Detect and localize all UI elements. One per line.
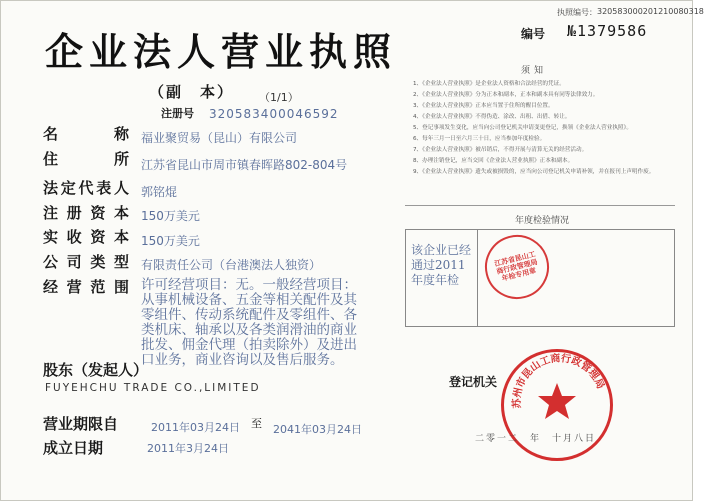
field-label-char: 类	[90, 253, 106, 271]
notice-item: 3、《企业法人营业执照》正本应当置于住所的醒目位置。	[413, 103, 554, 109]
field-label-char: 营	[66, 278, 82, 296]
field-label-char: 本	[113, 228, 129, 246]
field-label-char: 称	[113, 125, 129, 143]
annual-inspection-text: 该企业已经通过2011年度年检	[411, 243, 472, 287]
field-label-char: 本	[113, 204, 129, 222]
seal-text: 苏州市昆山工商行政管理局	[511, 353, 606, 409]
field-label-char: 围	[113, 278, 129, 296]
field-value: 郭铭焜	[141, 185, 178, 199]
notice-item: 8、办理注销登记，应当交回《企业法人营业执照》正本和副本。	[413, 158, 574, 164]
page-indicator: （1/1）	[259, 91, 299, 104]
field-label	[43, 177, 129, 198]
license-code-label: 执照编号：	[557, 8, 597, 17]
field-label	[43, 251, 129, 272]
term-start-date: 2011年03月24日	[151, 421, 240, 434]
notice-item: 9、《企业法人营业执照》遗失或被损毁的，应当向公司登记机关申请补领，并在报刊上声明作废。	[413, 169, 655, 175]
field-value: 150万美元	[141, 209, 200, 223]
established-date: 2011年3月24日	[147, 442, 229, 455]
field-label-char: 表	[96, 179, 112, 197]
field-label-char: 住	[43, 150, 59, 168]
field-label-char: 代	[78, 179, 94, 197]
field-label	[43, 226, 129, 247]
serial-label: 编号	[521, 27, 546, 41]
field-label-char: 资	[90, 228, 106, 246]
business-scope-text: 许可经营项目：无。一般经营项目：从事机械设备、五金等相关配件及其零组件、传动系统配件及零组件、各类机床、轴承以及各类润滑油的商业批发、佣金代理（拍卖除外）及进出口业务，商业咨询以及售后服务。	[141, 277, 357, 368]
field-label-char: 资	[90, 204, 106, 222]
field-label-char: 人	[113, 179, 129, 197]
registration-number: 320583400046592	[209, 107, 339, 121]
field-label-char: 名	[43, 125, 59, 143]
field-label	[43, 202, 129, 223]
field-label-char: 实	[43, 228, 59, 246]
annual-inspection-divider	[477, 229, 478, 327]
notice-item: 1、《企业法人营业执照》是企业法人资格和合法经营的凭证。	[413, 81, 565, 87]
field-label-char: 册	[66, 204, 82, 222]
term-to-label: 至	[251, 417, 262, 430]
field-label	[43, 148, 129, 169]
notice-item: 7、《企业法人营业执照》被吊销后，不得开展与清算无关的经营活动。	[413, 147, 588, 153]
field-label	[43, 123, 129, 144]
license-code-value: 320583000201210080318	[597, 7, 704, 16]
notice-item: 2、《企业法人营业执照》分为正本和副本，正本和副本具有同等法律效力。	[413, 92, 599, 98]
divider	[405, 205, 675, 206]
field-label-char: 型	[113, 253, 129, 271]
notice-item: 6、每年三月一日至六月三十日，应当参加年度检验。	[413, 136, 546, 142]
annual-stamp-text: 江苏省昆山工商行政管理局年检专用章	[493, 250, 539, 283]
registration-authority-label: 登记机关	[449, 375, 498, 389]
term-end-date: 2041年03月24日	[273, 423, 362, 436]
field-label-char: 定	[60, 179, 76, 197]
shareholder-label: 股东（发起人）	[43, 361, 149, 379]
notice-title: 须知	[521, 66, 548, 76]
field-label-char: 所	[113, 150, 129, 168]
copy-label: （副 本）	[149, 83, 235, 101]
field-label-char: 经	[43, 278, 59, 296]
annual-inspection-title: 年度检验情况	[515, 216, 570, 226]
field-label-char: 范	[90, 278, 106, 296]
term-label: 营业期限自	[43, 415, 119, 433]
field-value: 150万美元	[141, 234, 200, 248]
seal-star-icon	[537, 381, 577, 421]
field-value: 江苏省昆山市周市镇春晖路802-804号	[141, 158, 348, 172]
serial-number: №1379586	[567, 22, 648, 40]
field-value: 有限责任公司（台港澳法人独资）	[141, 258, 322, 272]
registration-number-label: 注册号	[161, 107, 194, 120]
notice-item: 5、登记事项发生变化，应当向公司登记机关申请变更登记，换领《企业法人营业执照》。	[413, 125, 632, 131]
shareholder-name: FUYEHCHU TRADE CO.,LIMITED	[45, 382, 261, 394]
field-label-char: 法	[43, 179, 59, 197]
document-title: 企业法人营业执照	[45, 29, 398, 74]
field-label-char: 司	[66, 253, 82, 271]
field-label	[43, 276, 129, 297]
established-label: 成立日期	[43, 439, 104, 457]
field-label-char: 收	[66, 228, 82, 246]
issue-date: 二零一二 年 十月八日	[475, 434, 597, 444]
field-label-char: 公	[43, 253, 59, 271]
field-label-char: 注	[43, 204, 59, 222]
notice-item: 4、《企业法人营业执照》不得伪造、涂改、出租、出借、转让。	[413, 114, 571, 120]
field-value: 福业聚贸易（昆山）有限公司	[141, 131, 298, 145]
